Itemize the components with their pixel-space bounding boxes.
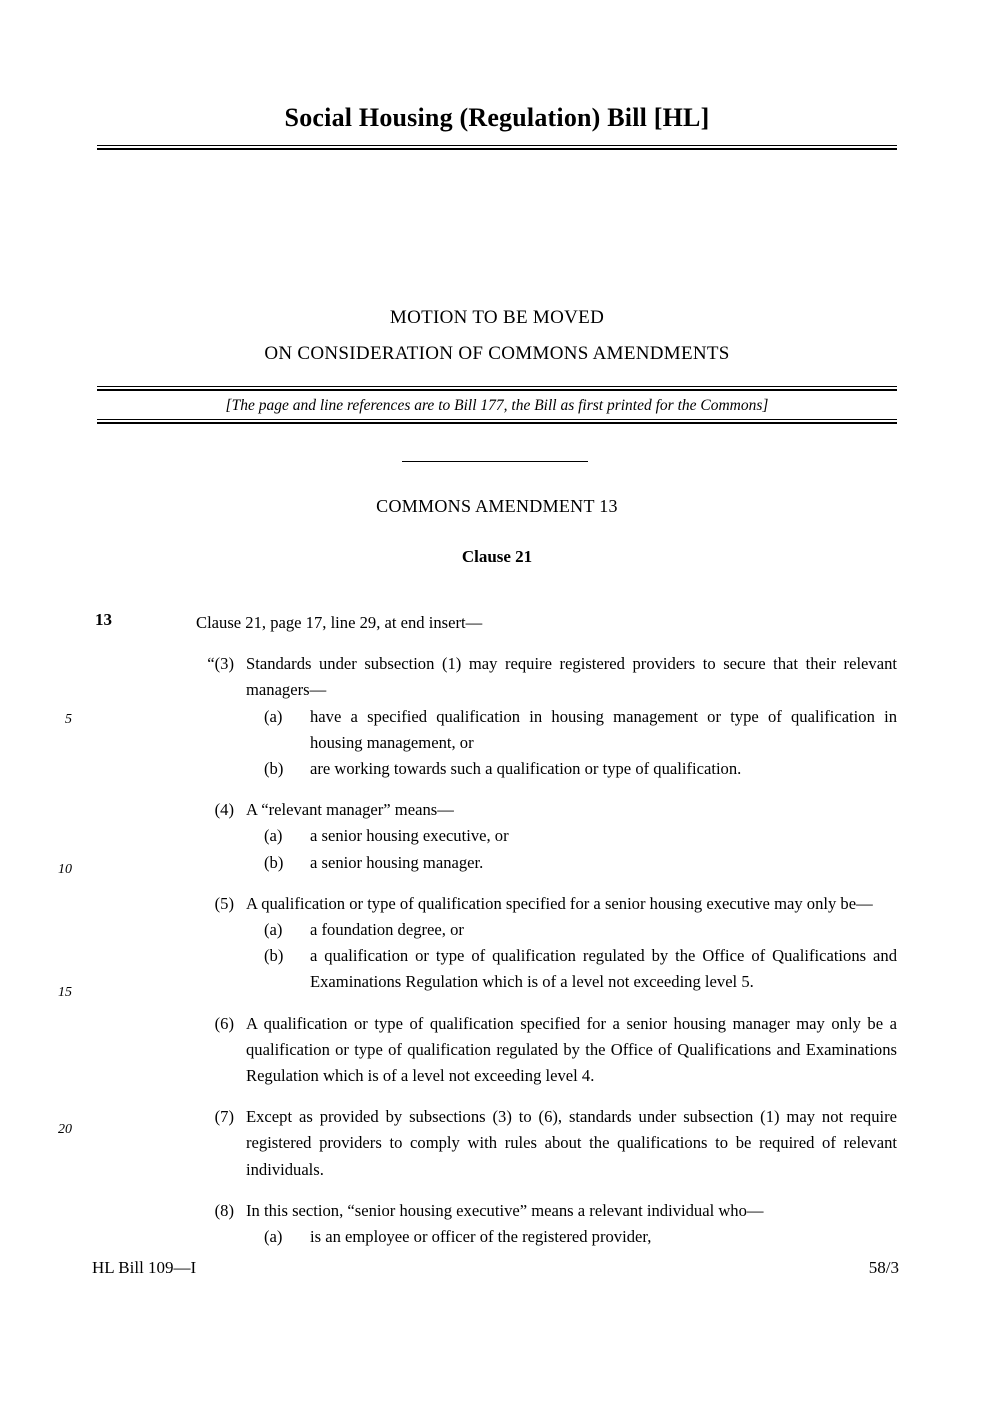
list-item [246,756,897,782]
subsection-text: Except as provided by subsections (3) to (6), standards under subsection (1) may not require registered providers to comply with rules about the qualifications to be required of relevant individuals. [246,1107,897,1179]
list-item [246,823,897,849]
item-letter: (a) [264,706,283,726]
section-divider-rule [402,461,588,462]
subsection [196,891,897,996]
line-number: 20 [58,1122,72,1137]
subsection-number: (6) [214,1013,234,1033]
subsection-text: A qualification or type of qualification specified for a senior housing executive may only be— [246,893,873,913]
item-letter: (a) [264,920,283,940]
subsection-number: (7) [214,1107,234,1127]
line-number: 5 [65,712,72,727]
item-letter: (b) [264,946,284,966]
footer-page-number: 58/3 [868,1258,899,1277]
item-letter: (b) [264,759,284,779]
item-text: a qualification or type of qualification regulated by the Office of Qualifications and Examinations Regulation which is of a level not exceeding level 5. [310,946,897,992]
subsection-text: In this section, “senior housing executive” means a relevant individual who— [246,1200,764,1220]
item-letter: (a) [264,1227,283,1247]
line-number: 10 [58,862,72,877]
subsection-items [246,1224,897,1250]
subsection [196,651,897,782]
subsection-number: “(3) [207,654,234,674]
item-letter: (a) [264,826,283,846]
motion-heading-line-2: ON CONSIDERATION OF COMMONS AMENDMENTS [264,343,730,364]
subsection [196,797,897,876]
reference-note: [The page and line references are to Bill 177, the Bill as first printed for the Commons] [225,397,769,414]
amendment-lead-line: Clause 21, page 17, line 29, at end insert— [196,613,483,632]
item-letter: (b) [264,852,284,872]
subsection [196,1198,897,1250]
page-title: Social Housing (Regulation) Bill [HL] [284,103,710,132]
item-text: have a specified qualification in housing management or type of qualification in housing management, or [310,706,897,752]
item-text: are working towards such a qualification or type of qualification. [310,759,742,779]
footer-bill-number: HL Bill 109—I [92,1258,197,1277]
amendment-body [196,610,897,1265]
item-text: a foundation degree, or [310,920,464,940]
note-rule-top [97,386,897,391]
list-item [246,917,897,943]
subsection [196,1104,897,1183]
item-text: a senior housing manager. [310,852,484,872]
note-rule-bottom [97,419,897,424]
subsection-items [246,823,897,875]
item-text: a senior housing executive, or [310,826,509,846]
subsection-items [246,917,897,996]
list-item [246,850,897,876]
subsection [196,1011,897,1090]
motion-heading-line-1: MOTION TO BE MOVED [389,307,605,328]
subsection-text: A “relevant manager” means— [246,800,454,820]
list-item [246,704,897,756]
subsection-text: Standards under subsection (1) may require registered providers to secure that their relevant managers— [246,654,897,700]
list-item [246,943,897,995]
item-text: is an employee or officer of the registered provider, [310,1227,652,1247]
clause-heading: Clause 21 [461,547,533,566]
amendment-number: 13 [95,610,112,629]
amendment-heading: COMMONS AMENDMENT 13 [376,496,618,516]
subsection-number: (4) [214,800,234,820]
subsection-items [246,704,897,783]
line-number: 15 [58,985,72,1000]
subsection-text: A qualification or type of qualification specified for a senior housing manager may only be a qualification or type of qualification regulated by the Office of Qualifications and Examinations Regulation which is of a level not exceeding level 4. [246,1013,897,1086]
subsection-number: (8) [214,1200,234,1220]
title-rule [97,145,897,150]
subsection-number: (5) [214,893,234,913]
list-item [246,1224,897,1250]
